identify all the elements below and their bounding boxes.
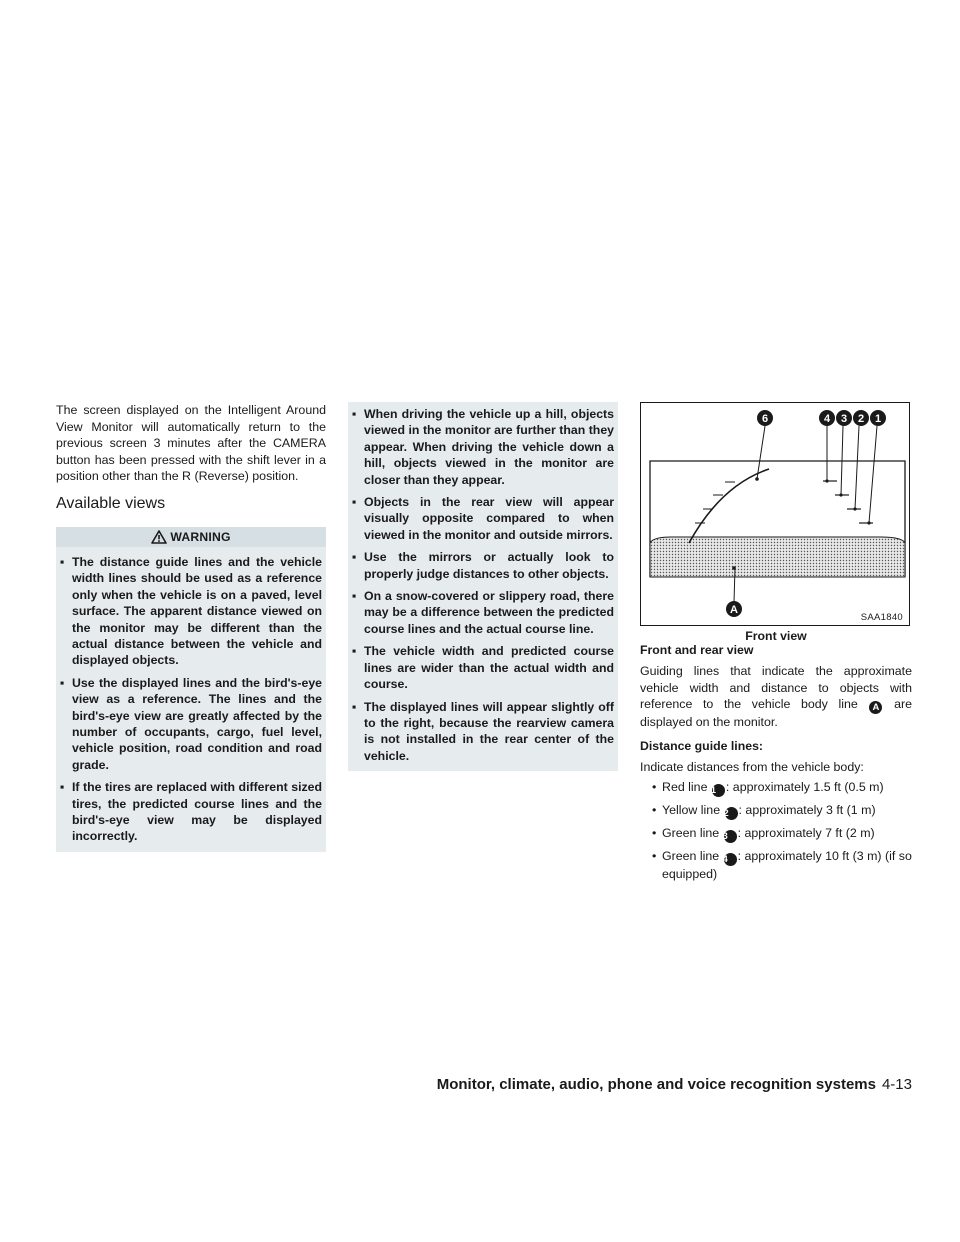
endpoint-dot xyxy=(755,477,759,481)
warning-triangle-icon xyxy=(151,530,167,544)
leader-line-2 xyxy=(855,426,859,509)
column-right xyxy=(640,402,912,888)
distance-intro: Indicate distances from the vehicle body: xyxy=(640,759,864,774)
warning-header xyxy=(56,527,326,547)
leader-line-1 xyxy=(869,426,877,523)
figure-caption: Front view xyxy=(745,629,807,643)
column-middle xyxy=(348,402,618,771)
figure-code: SAA1840 xyxy=(860,612,903,623)
front-rear-heading: Front and rear view xyxy=(640,643,754,657)
svg-text:2: 2 xyxy=(857,413,865,425)
endpoint-dot xyxy=(867,521,870,524)
endpoint-dot xyxy=(825,479,828,482)
callout-a xyxy=(726,601,742,617)
callout-2 xyxy=(853,410,869,426)
intro-paragraph: The screen displayed on the Intelligent Around View Monitor will automatically return to the previous screen 3 minutes after the CAMERA button has been pressed with the shift lever in a position other than the R (Reverse) position. xyxy=(56,403,326,484)
svg-text:A: A xyxy=(730,604,738,616)
distance-heading: Distance guide lines: xyxy=(640,738,763,753)
distance-list xyxy=(640,779,912,883)
front-rear-paragraph: Guiding lines that indicate the approximate vehicle width and distance to objects with reference to the vehicle body line A are displayed on the monitor. xyxy=(640,664,912,730)
warning-item: ▪ Use the mirrors or actually look to properly judge distances to other objects. xyxy=(352,550,614,581)
warning-box-right xyxy=(348,402,618,771)
warning-heading: WARNING xyxy=(170,529,231,544)
list-item: • Red line 1 : approximately 1.5 ft (0.5 m) xyxy=(652,780,884,797)
chapter-title: Monitor, climate, audio, phone and voice recognition systems xyxy=(436,1076,876,1093)
front-view-illustration xyxy=(640,402,910,626)
svg-text:3: 3 xyxy=(840,413,848,425)
warning-item: ▪ The displayed lines will appear slightly off to the right, because the rearview camera is not installed in the rear center of the vehicle. xyxy=(352,699,614,763)
svg-text:6: 6 xyxy=(761,413,769,425)
warning-item: ▪ When driving the vehicle up a hill, objects viewed in the monitor are further than they appear. When driving the vehicle down a hill, objects viewed in the monitor are closer than they appear. xyxy=(352,407,614,487)
endpoint-dot xyxy=(853,507,856,510)
warning-item: ▪ Use the displayed lines and the bird's-eye view as a reference. The lines and the bird's-eye view are greatly affected by the number of occupants, cargo, fuel level, vehicle position, road condition and road grade. xyxy=(60,675,322,772)
callout-1 xyxy=(870,410,886,426)
callout-4 xyxy=(819,410,835,426)
list-item: • Green line 3 : approximately 7 ft (2 m) xyxy=(652,826,875,843)
warning-item: ▪ If the tires are replaced with different sized tires, the predicted course lines and the bird's-eye view may be displayed incorrectly. xyxy=(60,780,322,844)
warning-box-left xyxy=(56,547,326,852)
front-view-diagram xyxy=(641,403,909,625)
endpoint-dot xyxy=(732,566,736,570)
warning-item: ▪ The vehicle width and predicted course lines are wider than the actual width and course. xyxy=(352,644,614,692)
section-title: Available views xyxy=(56,494,166,512)
page-number: 4-13 xyxy=(881,1076,912,1093)
endpoint-dot xyxy=(839,493,842,496)
svg-text:1: 1 xyxy=(874,413,882,425)
warning-item: ▪ On a snow-covered or slippery road, there may be a difference between the predicted course lines and the actual course line. xyxy=(352,589,614,636)
warning-item: ▪ The distance guide lines and the vehicle width lines should be used as a reference only when the vehicle is on a paved, level surface. The apparent distance viewed on the monitor may be different than the actual distance between the vehicle and displayed objects. xyxy=(60,554,322,668)
callout-6 xyxy=(757,410,773,426)
list-item: • Yellow line 2 : approximately 3 ft (1 m) xyxy=(652,803,876,820)
callout-a-inline: A xyxy=(869,701,882,714)
vehicle-body xyxy=(650,537,905,577)
callout-3 xyxy=(836,410,852,426)
page-footer xyxy=(420,1076,912,1093)
svg-text:4: 4 xyxy=(823,413,831,425)
list-item: • Green line 4 : approximately 10 ft (3 m) (if so equipped) xyxy=(652,849,912,882)
column-left xyxy=(56,402,326,852)
warning-item: ▪ Objects in the rear view will appear visually opposite compared to when viewed in the monitor and outside mirrors. xyxy=(352,495,614,542)
